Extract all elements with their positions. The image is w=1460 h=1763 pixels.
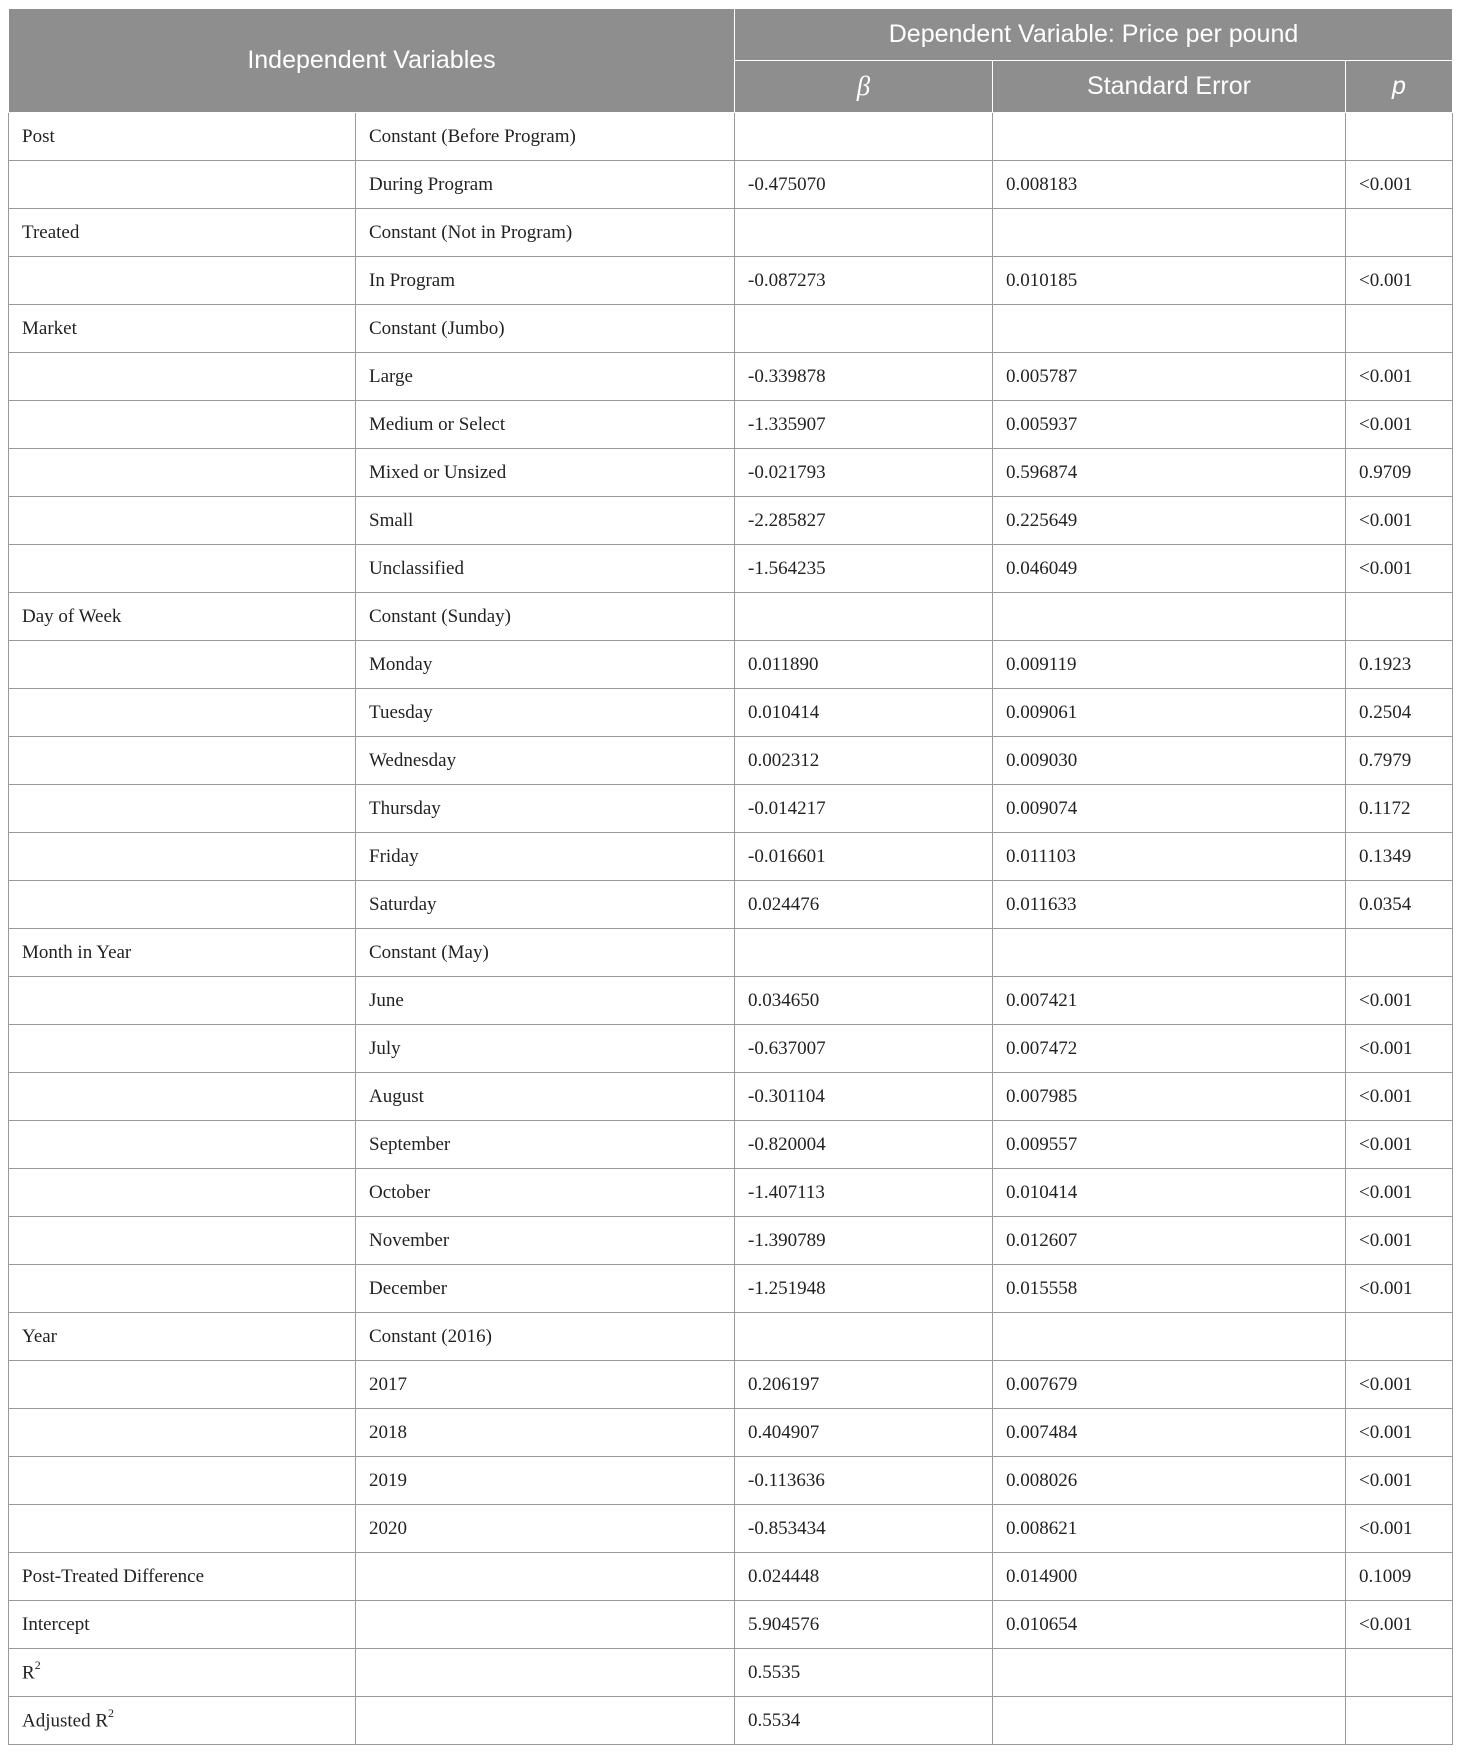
standard-error-cell: 0.008183 <box>993 161 1346 209</box>
table-row <box>9 737 1453 785</box>
table-row <box>9 401 1453 449</box>
p-value-cell: <0.001 <box>1346 1025 1453 1073</box>
table-row <box>9 353 1453 401</box>
table-row <box>9 1505 1453 1553</box>
beta-cell: -0.021793 <box>735 449 993 497</box>
variable-level-cell: Small <box>356 497 735 545</box>
variable-group-cell <box>9 1025 356 1073</box>
table-row <box>9 497 1453 545</box>
standard-error-cell: 0.007985 <box>993 1073 1346 1121</box>
beta-cell <box>735 209 993 257</box>
table-header <box>9 9 1453 113</box>
variable-level-cell: 2018 <box>356 1409 735 1457</box>
variable-level-cell: October <box>356 1169 735 1217</box>
standard-error-cell: 0.007472 <box>993 1025 1346 1073</box>
p-value-cell: <0.001 <box>1346 353 1453 401</box>
p-value-cell <box>1346 593 1453 641</box>
beta-cell: -1.390789 <box>735 1217 993 1265</box>
table-row <box>9 1025 1453 1073</box>
variable-group-cell <box>9 545 356 593</box>
standard-error-cell <box>993 1313 1346 1361</box>
variable-level-cell <box>356 1553 735 1601</box>
variable-group-cell: Month in Year <box>9 929 356 977</box>
p-value-cell <box>1346 1313 1453 1361</box>
standard-error-cell: 0.012607 <box>993 1217 1346 1265</box>
p-value-cell: <0.001 <box>1346 401 1453 449</box>
p-value-cell <box>1346 1649 1453 1697</box>
variable-level-cell: August <box>356 1073 735 1121</box>
variable-group-cell: Year <box>9 1313 356 1361</box>
beta-cell: -0.016601 <box>735 833 993 881</box>
p-value-cell: <0.001 <box>1346 1457 1453 1505</box>
p-value-cell: <0.001 <box>1346 161 1453 209</box>
table-row <box>9 1121 1453 1169</box>
table-row <box>9 161 1453 209</box>
p-value-cell: 0.7979 <box>1346 737 1453 785</box>
beta-cell: 0.206197 <box>735 1361 993 1409</box>
table-row <box>9 929 1453 977</box>
p-value-cell: <0.001 <box>1346 257 1453 305</box>
fit-statistic-superscript: 2 <box>34 1658 41 1673</box>
variable-level-cell <box>356 1649 735 1697</box>
standard-error-cell <box>993 1697 1346 1745</box>
variable-level-cell: In Program <box>356 257 735 305</box>
beta-cell: -1.251948 <box>735 1265 993 1313</box>
beta-cell: 0.010414 <box>735 689 993 737</box>
beta-cell: -0.853434 <box>735 1505 993 1553</box>
variable-level-cell: Unclassified <box>356 545 735 593</box>
variable-level-cell: Constant (May) <box>356 929 735 977</box>
beta-cell: -0.820004 <box>735 1121 993 1169</box>
variable-level-cell: Constant (Sunday) <box>356 593 735 641</box>
beta-cell: -1.564235 <box>735 545 993 593</box>
standard-error-cell: 0.225649 <box>993 497 1346 545</box>
variable-group-cell <box>9 785 356 833</box>
variable-group-cell <box>9 881 356 929</box>
p-value-cell: <0.001 <box>1346 1217 1453 1265</box>
table-row <box>9 257 1453 305</box>
beta-header: β <box>735 61 993 113</box>
variable-level-cell: Tuesday <box>356 689 735 737</box>
p-value-cell: <0.001 <box>1346 1361 1453 1409</box>
table-row <box>9 1553 1453 1601</box>
variable-level-cell: 2020 <box>356 1505 735 1553</box>
variable-group-cell <box>9 1457 356 1505</box>
variable-level-cell: 2017 <box>356 1361 735 1409</box>
variable-group-cell <box>9 977 356 1025</box>
variable-group-cell <box>9 689 356 737</box>
variable-group-cell <box>9 449 356 497</box>
beta-cell: -1.407113 <box>735 1169 993 1217</box>
beta-cell: 0.024448 <box>735 1553 993 1601</box>
table-row <box>9 113 1453 161</box>
p-value-cell: <0.001 <box>1346 977 1453 1025</box>
p-value-cell: 0.1009 <box>1346 1553 1453 1601</box>
fit-statistic-row <box>9 1649 1453 1697</box>
standard-error-cell <box>993 305 1346 353</box>
beta-cell <box>735 1313 993 1361</box>
table-row <box>9 1265 1453 1313</box>
variable-group-cell: Day of Week <box>9 593 356 641</box>
beta-cell: -0.637007 <box>735 1025 993 1073</box>
p-value-cell: <0.001 <box>1346 1409 1453 1457</box>
p-value-cell: 0.1923 <box>1346 641 1453 689</box>
beta-cell: 0.024476 <box>735 881 993 929</box>
beta-cell: 0.011890 <box>735 641 993 689</box>
variable-level-cell: September <box>356 1121 735 1169</box>
table-row <box>9 641 1453 689</box>
variable-group-cell <box>9 353 356 401</box>
standard-error-header: Standard Error <box>993 61 1346 113</box>
variable-level-cell: Friday <box>356 833 735 881</box>
variable-level-cell: Saturday <box>356 881 735 929</box>
independent-variables-header: Independent Variables <box>9 9 735 113</box>
beta-cell <box>735 929 993 977</box>
fit-statistic-label <box>9 1697 356 1745</box>
beta-cell: -2.285827 <box>735 497 993 545</box>
fit-statistic-label-text: Adjusted R <box>22 1710 109 1732</box>
variable-group-cell <box>9 1121 356 1169</box>
table-row <box>9 689 1453 737</box>
variable-level-cell: Constant (Not in Program) <box>356 209 735 257</box>
standard-error-cell <box>993 113 1346 161</box>
standard-error-cell: 0.007484 <box>993 1409 1346 1457</box>
variable-level-cell <box>356 1697 735 1745</box>
p-value-cell: 0.0354 <box>1346 881 1453 929</box>
variable-level-cell: Large <box>356 353 735 401</box>
table-row <box>9 977 1453 1025</box>
variable-level-cell: June <box>356 977 735 1025</box>
standard-error-cell: 0.596874 <box>993 449 1346 497</box>
variable-group-cell <box>9 1409 356 1457</box>
standard-error-cell: 0.009119 <box>993 641 1346 689</box>
variable-group-cell <box>9 737 356 785</box>
beta-cell: -0.014217 <box>735 785 993 833</box>
p-value-cell <box>1346 929 1453 977</box>
variable-level-cell: Mixed or Unsized <box>356 449 735 497</box>
variable-group-cell <box>9 641 356 689</box>
variable-level-cell: During Program <box>356 161 735 209</box>
variable-group-cell: Intercept <box>9 1601 356 1649</box>
standard-error-cell: 0.011103 <box>993 833 1346 881</box>
p-value-cell: 0.1349 <box>1346 833 1453 881</box>
dependent-variable-header: Dependent Variable: Price per pound <box>735 9 1453 61</box>
variable-group-cell <box>9 497 356 545</box>
table-row <box>9 833 1453 881</box>
standard-error-cell: 0.011633 <box>993 881 1346 929</box>
table-row <box>9 1601 1453 1649</box>
p-value-cell: <0.001 <box>1346 1121 1453 1169</box>
table-row <box>9 881 1453 929</box>
table-row <box>9 1169 1453 1217</box>
table-row <box>9 785 1453 833</box>
beta-cell: 0.002312 <box>735 737 993 785</box>
standard-error-cell <box>993 1649 1346 1697</box>
p-value-cell: <0.001 <box>1346 497 1453 545</box>
fit-statistic-value: 0.5535 <box>735 1649 993 1697</box>
p-value-cell: 0.2504 <box>1346 689 1453 737</box>
p-value-cell <box>1346 305 1453 353</box>
beta-cell: 0.034650 <box>735 977 993 1025</box>
standard-error-cell: 0.005787 <box>993 353 1346 401</box>
standard-error-cell <box>993 593 1346 641</box>
standard-error-cell: 0.009074 <box>993 785 1346 833</box>
variable-group-cell <box>9 1217 356 1265</box>
variable-group-cell <box>9 1265 356 1313</box>
table-row <box>9 449 1453 497</box>
variable-group-cell <box>9 1361 356 1409</box>
beta-cell: 0.404907 <box>735 1409 993 1457</box>
standard-error-cell: 0.008621 <box>993 1505 1346 1553</box>
beta-cell: -0.301104 <box>735 1073 993 1121</box>
variable-level-cell: Thursday <box>356 785 735 833</box>
table-row <box>9 1313 1453 1361</box>
beta-cell: -0.087273 <box>735 257 993 305</box>
variable-group-cell <box>9 1505 356 1553</box>
p-value-cell <box>1346 113 1453 161</box>
standard-error-cell: 0.014900 <box>993 1553 1346 1601</box>
variable-level-cell: December <box>356 1265 735 1313</box>
standard-error-cell: 0.007679 <box>993 1361 1346 1409</box>
beta-cell: 5.904576 <box>735 1601 993 1649</box>
variable-level-cell: Medium or Select <box>356 401 735 449</box>
variable-level-cell: Constant (Before Program) <box>356 113 735 161</box>
standard-error-cell: 0.046049 <box>993 545 1346 593</box>
beta-cell: -0.113636 <box>735 1457 993 1505</box>
beta-cell <box>735 113 993 161</box>
p-value-header: p <box>1346 61 1453 113</box>
variable-group-cell <box>9 833 356 881</box>
standard-error-cell: 0.005937 <box>993 401 1346 449</box>
standard-error-cell: 0.008026 <box>993 1457 1346 1505</box>
table-row <box>9 1361 1453 1409</box>
variable-level-cell <box>356 1601 735 1649</box>
standard-error-cell: 0.007421 <box>993 977 1346 1025</box>
p-value-cell: <0.001 <box>1346 545 1453 593</box>
variable-level-cell: Monday <box>356 641 735 689</box>
beta-cell: -1.335907 <box>735 401 993 449</box>
variable-group-cell <box>9 1169 356 1217</box>
fit-statistic-superscript: 2 <box>108 1706 115 1721</box>
standard-error-cell: 0.009030 <box>993 737 1346 785</box>
table-row <box>9 593 1453 641</box>
p-value-cell: <0.001 <box>1346 1265 1453 1313</box>
variable-group-cell: Post-Treated Difference <box>9 1553 356 1601</box>
variable-level-cell: November <box>356 1217 735 1265</box>
variable-level-cell: Constant (2016) <box>356 1313 735 1361</box>
variable-group-cell <box>9 257 356 305</box>
p-value-cell: <0.001 <box>1346 1073 1453 1121</box>
beta-cell <box>735 305 993 353</box>
standard-error-cell: 0.010185 <box>993 257 1346 305</box>
p-value-cell: <0.001 <box>1346 1169 1453 1217</box>
standard-error-cell: 0.015558 <box>993 1265 1346 1313</box>
p-value-cell <box>1346 209 1453 257</box>
variable-group-cell: Post <box>9 113 356 161</box>
fit-statistic-label <box>9 1649 356 1697</box>
p-value-cell: <0.001 <box>1346 1601 1453 1649</box>
table-row <box>9 545 1453 593</box>
variable-group-cell <box>9 401 356 449</box>
standard-error-cell: 0.010414 <box>993 1169 1346 1217</box>
table-row <box>9 305 1453 353</box>
p-value-cell: 0.9709 <box>1346 449 1453 497</box>
standard-error-cell <box>993 209 1346 257</box>
beta-cell <box>735 593 993 641</box>
table-row <box>9 209 1453 257</box>
fit-statistic-row <box>9 1697 1453 1745</box>
table-row <box>9 1457 1453 1505</box>
regression-table <box>8 8 1453 1745</box>
variable-level-cell: Constant (Jumbo) <box>356 305 735 353</box>
variable-group-cell <box>9 161 356 209</box>
table-body <box>9 113 1453 1745</box>
standard-error-cell: 0.009061 <box>993 689 1346 737</box>
standard-error-cell: 0.010654 <box>993 1601 1346 1649</box>
beta-cell: -0.339878 <box>735 353 993 401</box>
p-value-cell: 0.1172 <box>1346 785 1453 833</box>
table-row <box>9 1073 1453 1121</box>
standard-error-cell <box>993 929 1346 977</box>
beta-cell: -0.475070 <box>735 161 993 209</box>
variable-level-cell: Wednesday <box>356 737 735 785</box>
table-row <box>9 1409 1453 1457</box>
table-row <box>9 1217 1453 1265</box>
fit-statistic-value: 0.5534 <box>735 1697 993 1745</box>
variable-group-cell: Market <box>9 305 356 353</box>
fit-statistic-label-text: R <box>22 1662 35 1684</box>
standard-error-cell: 0.009557 <box>993 1121 1346 1169</box>
p-value-cell <box>1346 1697 1453 1745</box>
variable-group-cell <box>9 1073 356 1121</box>
variable-group-cell: Treated <box>9 209 356 257</box>
p-value-cell: <0.001 <box>1346 1505 1453 1553</box>
variable-level-cell: July <box>356 1025 735 1073</box>
variable-level-cell: 2019 <box>356 1457 735 1505</box>
